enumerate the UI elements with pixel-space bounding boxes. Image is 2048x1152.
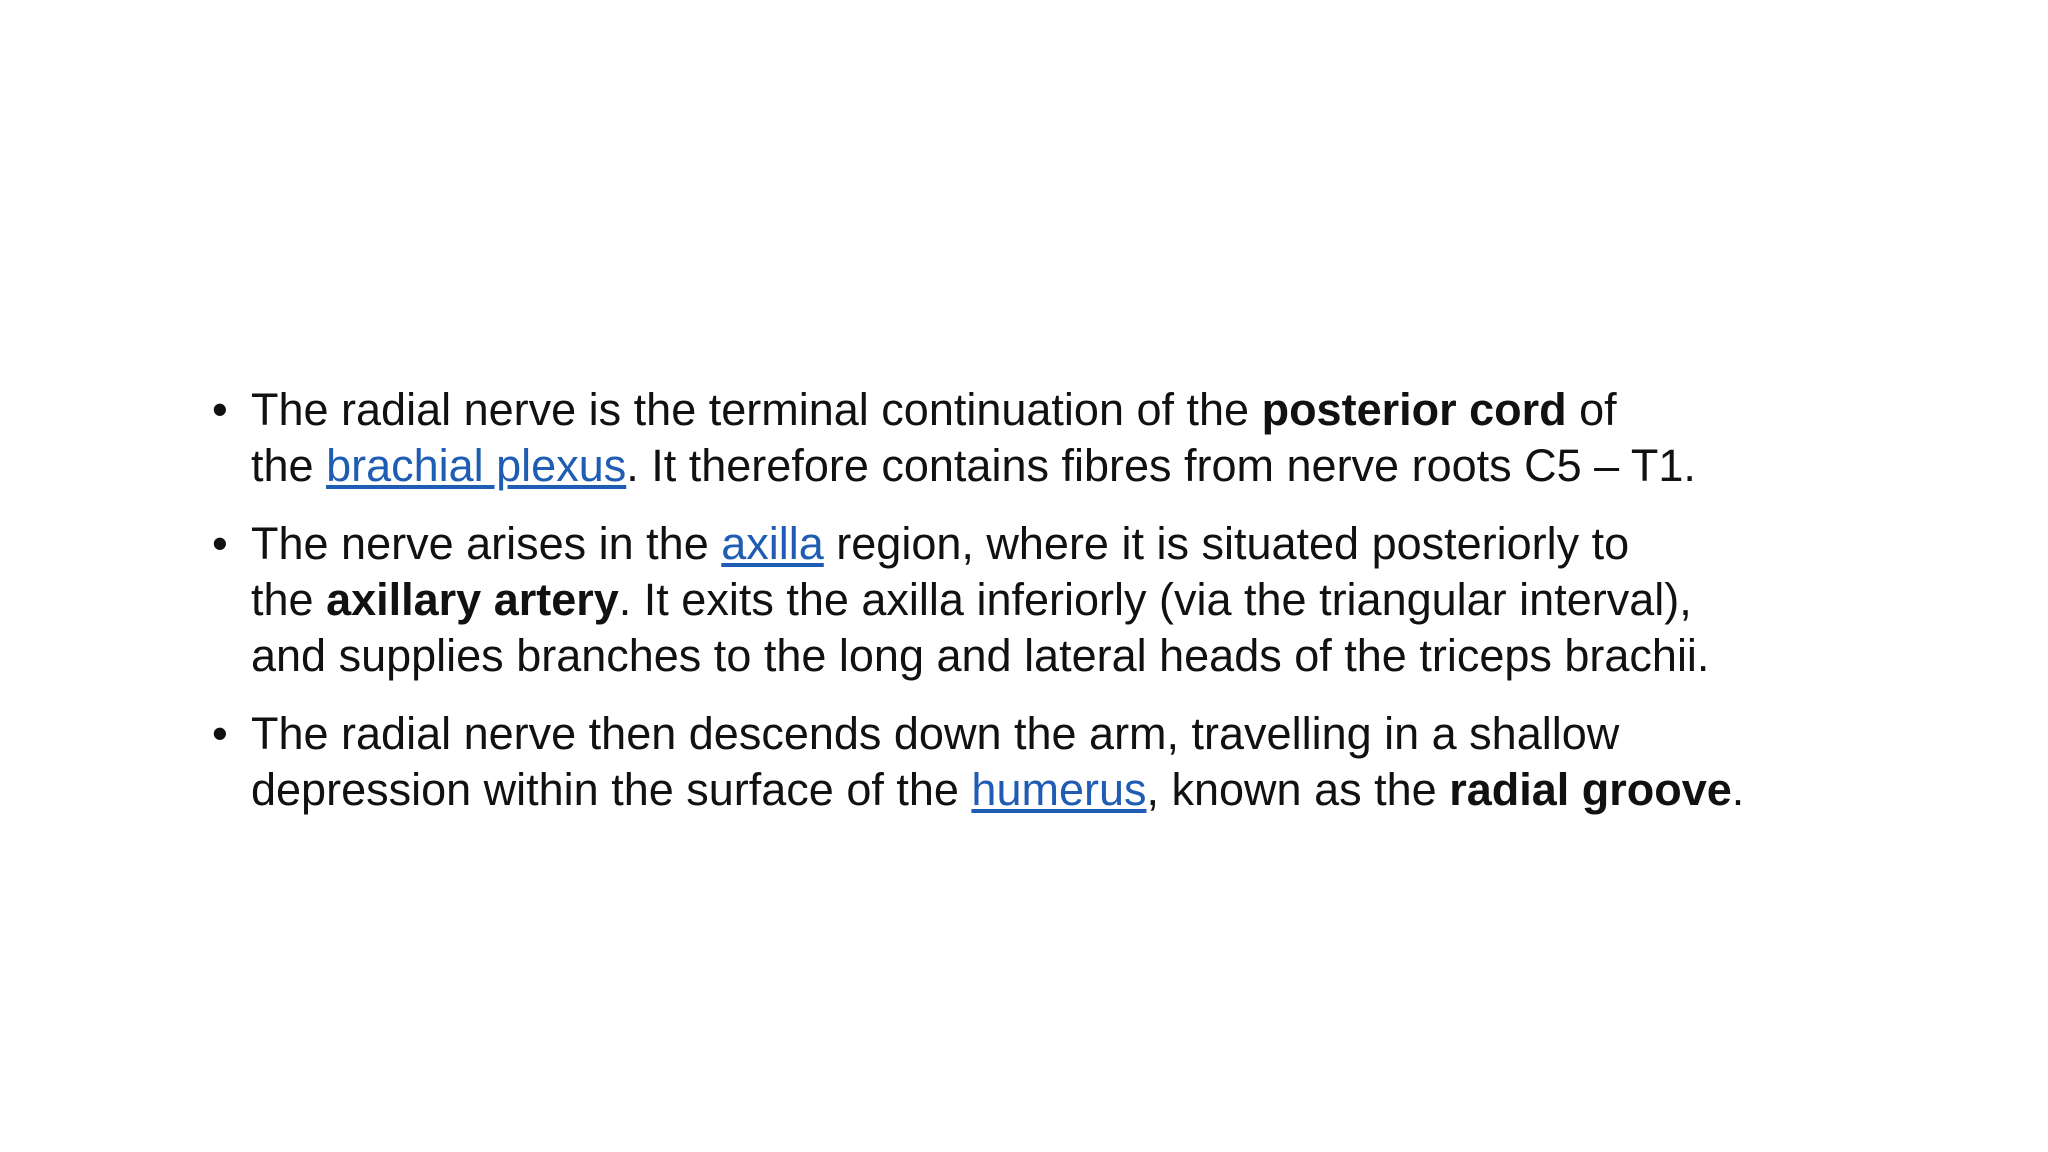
text-line [251, 572, 1912, 628]
text-run: the [251, 574, 327, 625]
bold-term-radial-groove: radial groove [1449, 764, 1732, 815]
text-run: The nerve arises in the [251, 518, 722, 569]
bullet-item [212, 382, 1912, 494]
bold-term-posterior-cord: posterior cord [1261, 384, 1567, 435]
text-run: The radial nerve then descends down the arm, travelling in a shallow [251, 708, 1620, 759]
bullet-list [212, 382, 1912, 840]
text-run: . [1731, 764, 1745, 815]
bullet-marker: • [212, 518, 228, 569]
bullet-marker: • [212, 384, 228, 435]
text-line [251, 516, 1912, 572]
bullet-item [212, 706, 1912, 818]
text-run: region, where it is situated posteriorly to [823, 518, 1630, 569]
text-line [251, 438, 1912, 494]
link-humerus[interactable]: humerus [971, 764, 1147, 815]
text-run: , known as the [1146, 764, 1450, 815]
text-run: depression within the surface of the [251, 764, 972, 815]
text-run: the [251, 440, 327, 491]
text-run: and supplies branches to the long and lateral heads of the triceps brachii. [251, 630, 1710, 681]
bold-term-axillary-artery: axillary artery [326, 574, 619, 625]
bullet-item [212, 516, 1912, 684]
text-run: . It therefore contains fibres from nerve roots C5 – T1. [626, 440, 1696, 491]
text-run: The radial nerve is the terminal continuation of the [251, 384, 1262, 435]
text-line [251, 762, 1912, 818]
text-run: of [1566, 384, 1617, 435]
text-line [251, 628, 1912, 684]
link-axilla[interactable]: axilla [721, 518, 824, 569]
bullet-marker: • [212, 708, 228, 759]
text-line [251, 382, 1912, 438]
link-brachial-plexus[interactable]: brachial plexus [326, 440, 627, 491]
text-run: . It exits the axilla inferiorly (via the triangular interval), [618, 574, 1692, 625]
text-line [251, 706, 1912, 762]
